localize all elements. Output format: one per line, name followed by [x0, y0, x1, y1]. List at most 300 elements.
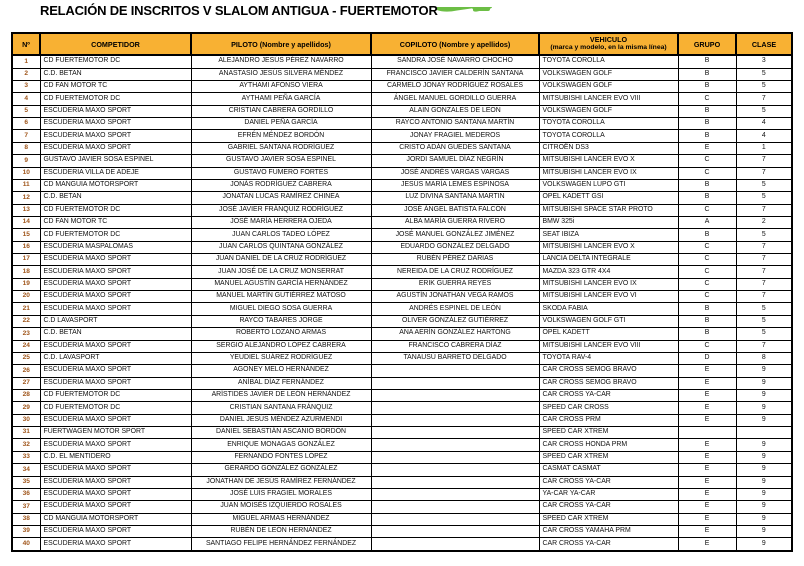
cell-grupo: E [678, 451, 736, 463]
cell-piloto: AYTHAMI PEÑA GARCÍA [191, 93, 371, 105]
cell-copiloto [371, 464, 539, 476]
cell-competidor: GUSTAVO JAVIER SOSA ESPINEL [40, 155, 191, 167]
cell-copiloto: ANA AERÍN GONZÁLEZ HARTONG [371, 328, 539, 340]
cell-piloto: CRISTIAN CABRERA GORDILLO [191, 105, 371, 117]
cell-copiloto: JOSÉ ÁNGEL BATISTA FALCÓN [371, 204, 539, 216]
cell-piloto: DANIEL JESÚS MÉNDEZ AZURMENDI [191, 414, 371, 426]
cell-copiloto [371, 414, 539, 426]
cell-vehiculo: CASMAT CASMAT [539, 464, 678, 476]
table-row [12, 93, 792, 105]
cell-clase: 7 [736, 291, 792, 303]
cell-numero: 10 [12, 167, 40, 179]
cell-piloto: ANÍBAL DÍAZ FERNÁNDEZ [191, 377, 371, 389]
cell-vehiculo: SEAT IBIZA [539, 229, 678, 241]
cell-competidor: ESCUDERIA VILLA DE ADEJE [40, 167, 191, 179]
cell-grupo: E [678, 377, 736, 389]
cell-copiloto: FRANCISCO CABRERA DÍAZ [371, 340, 539, 352]
cell-vehiculo: VOLKSWAGEN GOLF [539, 81, 678, 93]
cell-competidor: ESCUDERIA MAXO SPORT [40, 266, 191, 278]
cell-grupo: D [678, 352, 736, 364]
cell-grupo: E [678, 389, 736, 401]
cell-competidor: ESCUDERIA MAXO SPORT [40, 488, 191, 500]
cell-piloto: DANIEL PEÑA GARCÍA [191, 118, 371, 130]
cell-vehiculo: OPEL KADETT [539, 328, 678, 340]
cell-copiloto: RUBÉN PÉREZ DARIAS [371, 254, 539, 266]
cell-grupo: E [678, 365, 736, 377]
col-header-copiloto: COPILOTO (Nombre y apellidos) [371, 33, 539, 55]
cell-grupo: E [678, 464, 736, 476]
cell-piloto: YEUDIEL SUÁREZ RODRÍGUEZ [191, 352, 371, 364]
cell-copiloto [371, 377, 539, 389]
cell-copiloto [371, 488, 539, 500]
cell-competidor: ESCUDERIA MAXO SPORT [40, 118, 191, 130]
col-header-grupo: GRUPO [678, 33, 736, 55]
cell-grupo: E [678, 488, 736, 500]
cell-vehiculo: VOLKSWAGEN GOLF GTI [539, 315, 678, 327]
cell-grupo: C [678, 167, 736, 179]
table-row [12, 340, 792, 352]
cell-vehiculo: MAZDA 323 GTR 4X4 [539, 266, 678, 278]
cell-grupo: C [678, 241, 736, 253]
table-row [12, 266, 792, 278]
cell-piloto: GUSTAVO JAVIER SOSA ESPINEL [191, 155, 371, 167]
cell-numero: 19 [12, 278, 40, 290]
table-row [12, 538, 792, 551]
cell-numero: 5 [12, 105, 40, 117]
table-row [12, 81, 792, 93]
cell-grupo: C [678, 340, 736, 352]
cell-grupo: E [678, 142, 736, 154]
cell-piloto: JOSÉ MARÍA HERRERA OJEDA [191, 216, 371, 228]
cell-grupo: E [678, 402, 736, 414]
cell-piloto: GABRIEL SANTANA RODRÍGUEZ [191, 142, 371, 154]
cell-clase: 5 [736, 179, 792, 191]
cell-vehiculo: CAR CROSS YAMAHA PRM [539, 525, 678, 537]
cell-piloto: JOSÉ LUIS FRAGIEL MORALES [191, 488, 371, 500]
cell-copiloto: CARMELO JONAY RODRÍGUEZ ROSALES [371, 81, 539, 93]
cell-grupo: C [678, 266, 736, 278]
cell-clase: 7 [736, 204, 792, 216]
cell-numero: 7 [12, 130, 40, 142]
cell-clase [736, 427, 792, 439]
cell-vehiculo: CITROËN DS3 [539, 142, 678, 154]
table-row [12, 291, 792, 303]
cell-clase: 5 [736, 192, 792, 204]
col-header-vehiculo-line1: VEHICULO [589, 35, 628, 45]
cell-vehiculo: CAR CROSS YA-CAR [539, 538, 678, 551]
cell-grupo: B [678, 229, 736, 241]
cell-copiloto: ÁNGEL MANUEL GORDILLO GUERRA [371, 93, 539, 105]
cell-clase: 9 [736, 538, 792, 551]
cell-vehiculo: CAR CROSS YA-CAR [539, 501, 678, 513]
cell-clase: 9 [736, 365, 792, 377]
cell-competidor: ESCUDERIA MAXO SPORT [40, 142, 191, 154]
cell-numero: 15 [12, 229, 40, 241]
cell-grupo: C [678, 93, 736, 105]
cell-piloto: ENRIQUE MONAGAS GONZÁLEZ [191, 439, 371, 451]
table-row [12, 130, 792, 142]
cell-clase: 4 [736, 118, 792, 130]
cell-copiloto [371, 525, 539, 537]
cell-numero: 2 [12, 68, 40, 80]
col-header-numero: Nº [12, 33, 40, 55]
cell-competidor: CD FAN MOTOR TC [40, 81, 191, 93]
cell-vehiculo: MITSUBISHI LANCER EVO X [539, 155, 678, 167]
cell-vehiculo: SPEED CAR XTREM [539, 451, 678, 463]
cell-clase: 1 [736, 142, 792, 154]
cell-clase: 9 [736, 414, 792, 426]
cell-vehiculo: MITSUBISHI LANCER EVO VI [539, 291, 678, 303]
cell-vehiculo: CAR CROSS SEMOG BRAVO [539, 377, 678, 389]
table-row [12, 315, 792, 327]
cell-vehiculo: MITSUBISHI LANCER EVO X [539, 241, 678, 253]
cell-numero: 14 [12, 216, 40, 228]
cell-copiloto [371, 439, 539, 451]
cell-piloto: DANIEL SEBASTIÁN ASCANIO BORDÓN [191, 427, 371, 439]
table-row [12, 278, 792, 290]
cell-copiloto: SANDRA JOSÉ NAVARRO CHOCHO [371, 55, 539, 68]
cell-numero: 24 [12, 340, 40, 352]
cell-copiloto [371, 389, 539, 401]
cell-competidor: ESCUDERIA MAXO SPORT [40, 254, 191, 266]
table-row [12, 179, 792, 191]
cell-competidor: CD FUERTEMOTOR DC [40, 229, 191, 241]
cell-clase: 7 [736, 266, 792, 278]
table-row [12, 389, 792, 401]
cell-numero: 21 [12, 303, 40, 315]
table-row [12, 464, 792, 476]
cell-grupo [678, 427, 736, 439]
cell-piloto: FERNANDO FONTES LÓPEZ [191, 451, 371, 463]
cell-vehiculo: VOLKSWAGEN GOLF [539, 105, 678, 117]
cell-competidor: C.D. EL MENTIDERO [40, 451, 191, 463]
col-header-competidor: COMPETIDOR [40, 33, 191, 55]
cell-vehiculo: VOLKSWAGEN GOLF [539, 68, 678, 80]
cell-numero: 28 [12, 389, 40, 401]
cell-vehiculo: MITSUBISHI LANCER EVO IX [539, 167, 678, 179]
cell-copiloto: JOSÉ MANUEL GONZÁLEZ JIMÉNEZ [371, 229, 539, 241]
table-row [12, 488, 792, 500]
cell-piloto: SANTIAGO FELIPE HERNÁNDEZ FERNÁNDEZ [191, 538, 371, 551]
cell-copiloto [371, 365, 539, 377]
cell-piloto: AGONEY MELO HERNÁNDEZ [191, 365, 371, 377]
cell-clase: 8 [736, 352, 792, 364]
table-row [12, 204, 792, 216]
cell-vehiculo: TOYOTA COROLLA [539, 55, 678, 68]
cell-numero: 36 [12, 488, 40, 500]
cell-grupo: B [678, 130, 736, 142]
cell-competidor: ESCUDERIA MAXO SPORT [40, 105, 191, 117]
table-row [12, 352, 792, 364]
cell-numero: 34 [12, 464, 40, 476]
cell-numero: 31 [12, 427, 40, 439]
cell-piloto: MANUEL MARTÍN GUTIÉRREZ MATOSO [191, 291, 371, 303]
col-header-piloto: PILOTO (Nombre y apellidos) [191, 33, 371, 55]
cell-copiloto: EDUARDO GONZÁLEZ DELGADO [371, 241, 539, 253]
cell-numero: 29 [12, 402, 40, 414]
cell-clase: 4 [736, 130, 792, 142]
cell-clase: 9 [736, 501, 792, 513]
cell-clase: 5 [736, 315, 792, 327]
cell-grupo: B [678, 315, 736, 327]
cell-grupo: B [678, 192, 736, 204]
table-row [12, 365, 792, 377]
cell-competidor: ESCUDERIA MAXO SPORT [40, 291, 191, 303]
cell-vehiculo: SPEED CAR XTREM [539, 427, 678, 439]
cell-competidor: ESCUDERIA MAXO SPORT [40, 525, 191, 537]
cell-numero: 20 [12, 291, 40, 303]
cell-competidor: C.D. BETAN [40, 68, 191, 80]
cell-clase: 5 [736, 328, 792, 340]
cell-competidor: ESCUDERIA MAXO SPORT [40, 278, 191, 290]
cell-piloto: JONATAN LUCAS RAMÍREZ CHINEA [191, 192, 371, 204]
table-row [12, 451, 792, 463]
cell-competidor: ESCUDERIA MAXO SPORT [40, 303, 191, 315]
cell-piloto: MIGUEL DIEGO SOSA GUERRA [191, 303, 371, 315]
table-row [12, 118, 792, 130]
cell-clase: 7 [736, 155, 792, 167]
cell-copiloto [371, 427, 539, 439]
cell-piloto: ANASTASIO JESÚS SILVERA MÉNDEZ [191, 68, 371, 80]
cell-piloto: RUBÉN DE LEÓN HERNÁNDEZ [191, 525, 371, 537]
cell-clase: 3 [736, 55, 792, 68]
cell-grupo: E [678, 538, 736, 551]
cell-vehiculo: SPEED CAR XTREM [539, 513, 678, 525]
cell-numero: 3 [12, 81, 40, 93]
cell-copiloto: ALAIN GONZALES DE LEON [371, 105, 539, 117]
col-header-clase: CLASE [736, 33, 792, 55]
cell-grupo: E [678, 414, 736, 426]
cell-grupo: E [678, 525, 736, 537]
cell-piloto: EFRÉN MÉNDEZ BORDÓN [191, 130, 371, 142]
table-row [12, 427, 792, 439]
cell-grupo: B [678, 68, 736, 80]
cell-clase: 9 [736, 476, 792, 488]
cell-grupo: B [678, 118, 736, 130]
cell-competidor: ESCUDERIA MAXO SPORT [40, 377, 191, 389]
cell-copiloto [371, 451, 539, 463]
cell-piloto: SERGIO ALEJANDRO LÓPEZ CABRERA [191, 340, 371, 352]
cell-grupo: E [678, 501, 736, 513]
cell-numero: 6 [12, 118, 40, 130]
cell-copiloto: ALBA MARÍA GUERRA RIVERO [371, 216, 539, 228]
cell-piloto: ARÍSTIDES JAVIER DE LEÓN HERNÁNDEZ [191, 389, 371, 401]
cell-copiloto: TANAUSÚ BARRETO DELGADO [371, 352, 539, 364]
cell-vehiculo: CAR CROSS HONDA PRM [539, 439, 678, 451]
cell-competidor: ESCUDERIA MAXO SPORT [40, 130, 191, 142]
cell-copiloto: ERIK GUERRA REYES [371, 278, 539, 290]
cell-competidor: CD FUERTEMOTOR DC [40, 402, 191, 414]
cell-competidor: C.D. BETAN [40, 328, 191, 340]
cell-clase: 9 [736, 464, 792, 476]
cell-clase: 5 [736, 105, 792, 117]
cell-clase: 7 [736, 93, 792, 105]
cell-piloto: JONÁS RODRÍGUEZ CABRERA [191, 179, 371, 191]
table-row [12, 55, 792, 68]
cell-vehiculo: MITSUBISHI SPACE STAR PROTO [539, 204, 678, 216]
cell-numero: 8 [12, 142, 40, 154]
cell-numero: 12 [12, 192, 40, 204]
cell-clase: 7 [736, 340, 792, 352]
table-row [12, 525, 792, 537]
cell-grupo: E [678, 439, 736, 451]
cell-copiloto: AGUSTÍN JONATHAN VEGA RAMOS [371, 291, 539, 303]
cell-clase: 7 [736, 241, 792, 253]
table-row [12, 192, 792, 204]
cell-clase: 9 [736, 513, 792, 525]
cell-copiloto [371, 513, 539, 525]
cell-clase: 5 [736, 68, 792, 80]
cell-piloto: ROBERTO LOZANO ARMAS [191, 328, 371, 340]
cell-copiloto: JESÚS MARÍA LEMES ESPINOSA [371, 179, 539, 191]
table-row [12, 216, 792, 228]
cell-clase: 9 [736, 377, 792, 389]
cell-competidor: ESCUDERIA MAXO SPORT [40, 538, 191, 551]
cell-numero: 26 [12, 365, 40, 377]
cell-vehiculo: LANCIA DELTA INTEGRALE [539, 254, 678, 266]
cell-numero: 11 [12, 179, 40, 191]
cell-clase: 7 [736, 167, 792, 179]
table-row [12, 155, 792, 167]
table-header-row [12, 33, 792, 55]
cell-copiloto: CRISTO ADÁN GUEDES SANTANA [371, 142, 539, 154]
cell-grupo: B [678, 55, 736, 68]
cell-clase: 9 [736, 488, 792, 500]
cell-vehiculo: YA-CAR YA-CAR [539, 488, 678, 500]
cell-vehiculo: MITSUBISHI LANCER EVO IX [539, 278, 678, 290]
cell-numero: 35 [12, 476, 40, 488]
cell-clase: 9 [736, 525, 792, 537]
cell-numero: 37 [12, 501, 40, 513]
table-row [12, 303, 792, 315]
table-row [12, 414, 792, 426]
cell-clase: 5 [736, 303, 792, 315]
cell-vehiculo: TOYOTA COROLLA [539, 130, 678, 142]
cell-numero: 32 [12, 439, 40, 451]
cell-copiloto: NEREIDA DE LA CRUZ RODRÍGUEZ [371, 266, 539, 278]
cell-competidor: CD FUERTEMOTOR DC [40, 389, 191, 401]
cell-vehiculo: SPEED CAR CROSS [539, 402, 678, 414]
page-title: RELACIÓN DE INSCRITOS V SLALOM ANTIGUA - FUERTEMOTOR [40, 3, 438, 18]
cell-competidor: FUERTWAGEN MOTOR SPORT [40, 427, 191, 439]
entries-table [11, 32, 793, 552]
cell-competidor: CD FUERTEMOTOR DC [40, 93, 191, 105]
table-body [12, 55, 792, 551]
cell-clase: 9 [736, 402, 792, 414]
cell-grupo: E [678, 476, 736, 488]
cell-vehiculo: MITSUBISHI LANCER EVO VIII [539, 340, 678, 352]
cell-competidor: ESCUDERIA MAXO SPORT [40, 464, 191, 476]
cell-numero: 39 [12, 525, 40, 537]
col-header-vehiculo-line2: (marca y modelo, en la misma línea) [550, 44, 667, 52]
cell-competidor: CD MANGUIA MOTORSPORT [40, 179, 191, 191]
cell-vehiculo: TOYOTA RAV-4 [539, 352, 678, 364]
table-row [12, 513, 792, 525]
cell-competidor: C.D. LAVASPORT [40, 352, 191, 364]
cell-numero: 17 [12, 254, 40, 266]
table-row [12, 167, 792, 179]
cell-vehiculo: CAR CROSS YA-CAR [539, 389, 678, 401]
table-row [12, 254, 792, 266]
cell-numero: 23 [12, 328, 40, 340]
cell-vehiculo: MITSUBISHI LANCER EVO VIII [539, 93, 678, 105]
cell-vehiculo: CAR CROSS SEMOG BRAVO [539, 365, 678, 377]
col-header-vehiculo [539, 33, 678, 55]
cell-vehiculo: BMW 325i [539, 216, 678, 228]
cell-competidor: C.D LAVASPORT [40, 315, 191, 327]
cell-copiloto: JONAY FRAGIEL MEDEROS [371, 130, 539, 142]
cell-piloto: GERARDO GONZÁLEZ GONZÁLEZ [191, 464, 371, 476]
cell-vehiculo: VOLKSWAGEN LUPO GTI [539, 179, 678, 191]
cell-grupo: B [678, 328, 736, 340]
cell-competidor: ESCUDERIA MAXO SPORT [40, 365, 191, 377]
cell-vehiculo: SKODA FABIA [539, 303, 678, 315]
cell-numero: 33 [12, 451, 40, 463]
cell-competidor: ESCUDERIA MAXO SPORT [40, 476, 191, 488]
cell-copiloto [371, 476, 539, 488]
cell-copiloto: JOSÉ ANDRÉS VARGAS VARGAS [371, 167, 539, 179]
cell-clase: 5 [736, 229, 792, 241]
cell-copiloto: ANDRÉS ESPINEL DE LEÓN [371, 303, 539, 315]
cell-vehiculo: TOYOTA COROLLA [539, 118, 678, 130]
cell-piloto: JUAN DANIEL DE LA CRUZ RODRÍGUEZ [191, 254, 371, 266]
table-row [12, 476, 792, 488]
cell-piloto: ALEJANDRO JESÚS PÉREZ NAVARRO [191, 55, 371, 68]
cell-clase: 2 [736, 216, 792, 228]
cell-vehiculo: CAR CROSS PRM [539, 414, 678, 426]
cell-copiloto: LUZ DIVINA SANTANA MARTIN [371, 192, 539, 204]
cell-clase: 5 [736, 81, 792, 93]
cell-numero: 40 [12, 538, 40, 551]
cell-numero: 16 [12, 241, 40, 253]
cell-copiloto: RAYCO ANTONIO SANTANA MARTÍN [371, 118, 539, 130]
cell-grupo: B [678, 105, 736, 117]
cell-grupo: B [678, 179, 736, 191]
cell-competidor: ESCUDERIA MAXO SPORT [40, 501, 191, 513]
cell-competidor: ESCUDERIA MAXO SPORT [40, 439, 191, 451]
cell-competidor: ESCUDERIA MAXO SPORT [40, 340, 191, 352]
cell-clase: 9 [736, 389, 792, 401]
cell-grupo: C [678, 204, 736, 216]
cell-grupo: E [678, 513, 736, 525]
cell-grupo: C [678, 291, 736, 303]
cell-grupo: C [678, 278, 736, 290]
cell-numero: 27 [12, 377, 40, 389]
event-logo-fragment-icon [437, 0, 492, 6]
cell-competidor: CD FUERTEMOTOR DC [40, 204, 191, 216]
cell-piloto: MIGUEL ARMAS HERNÁNDEZ [191, 513, 371, 525]
cell-clase: 9 [736, 451, 792, 463]
cell-grupo: B [678, 81, 736, 93]
cell-copiloto: JORDI SAMUEL DÍAZ NEGRÍN [371, 155, 539, 167]
cell-vehiculo: OPEL KADETT GSI [539, 192, 678, 204]
cell-copiloto [371, 501, 539, 513]
cell-copiloto [371, 538, 539, 551]
table-row [12, 142, 792, 154]
cell-numero: 13 [12, 204, 40, 216]
cell-piloto: MANUEL AGUSTÍN GARCÍA HERNÁNDEZ [191, 278, 371, 290]
cell-numero: 9 [12, 155, 40, 167]
cell-grupo: B [678, 303, 736, 315]
table-row [12, 439, 792, 451]
cell-numero: 25 [12, 352, 40, 364]
cell-numero: 1 [12, 55, 40, 68]
cell-grupo: C [678, 254, 736, 266]
table-row [12, 229, 792, 241]
cell-piloto: JONATHAN DE JESÚS RAMÍREZ FERNÁNDEZ [191, 476, 371, 488]
cell-piloto: CRISTIAN SANTANA FRÁNQUIZ [191, 402, 371, 414]
cell-piloto: JOSÉ JAVIER FRÁNQUIZ RODRÍGUEZ [191, 204, 371, 216]
